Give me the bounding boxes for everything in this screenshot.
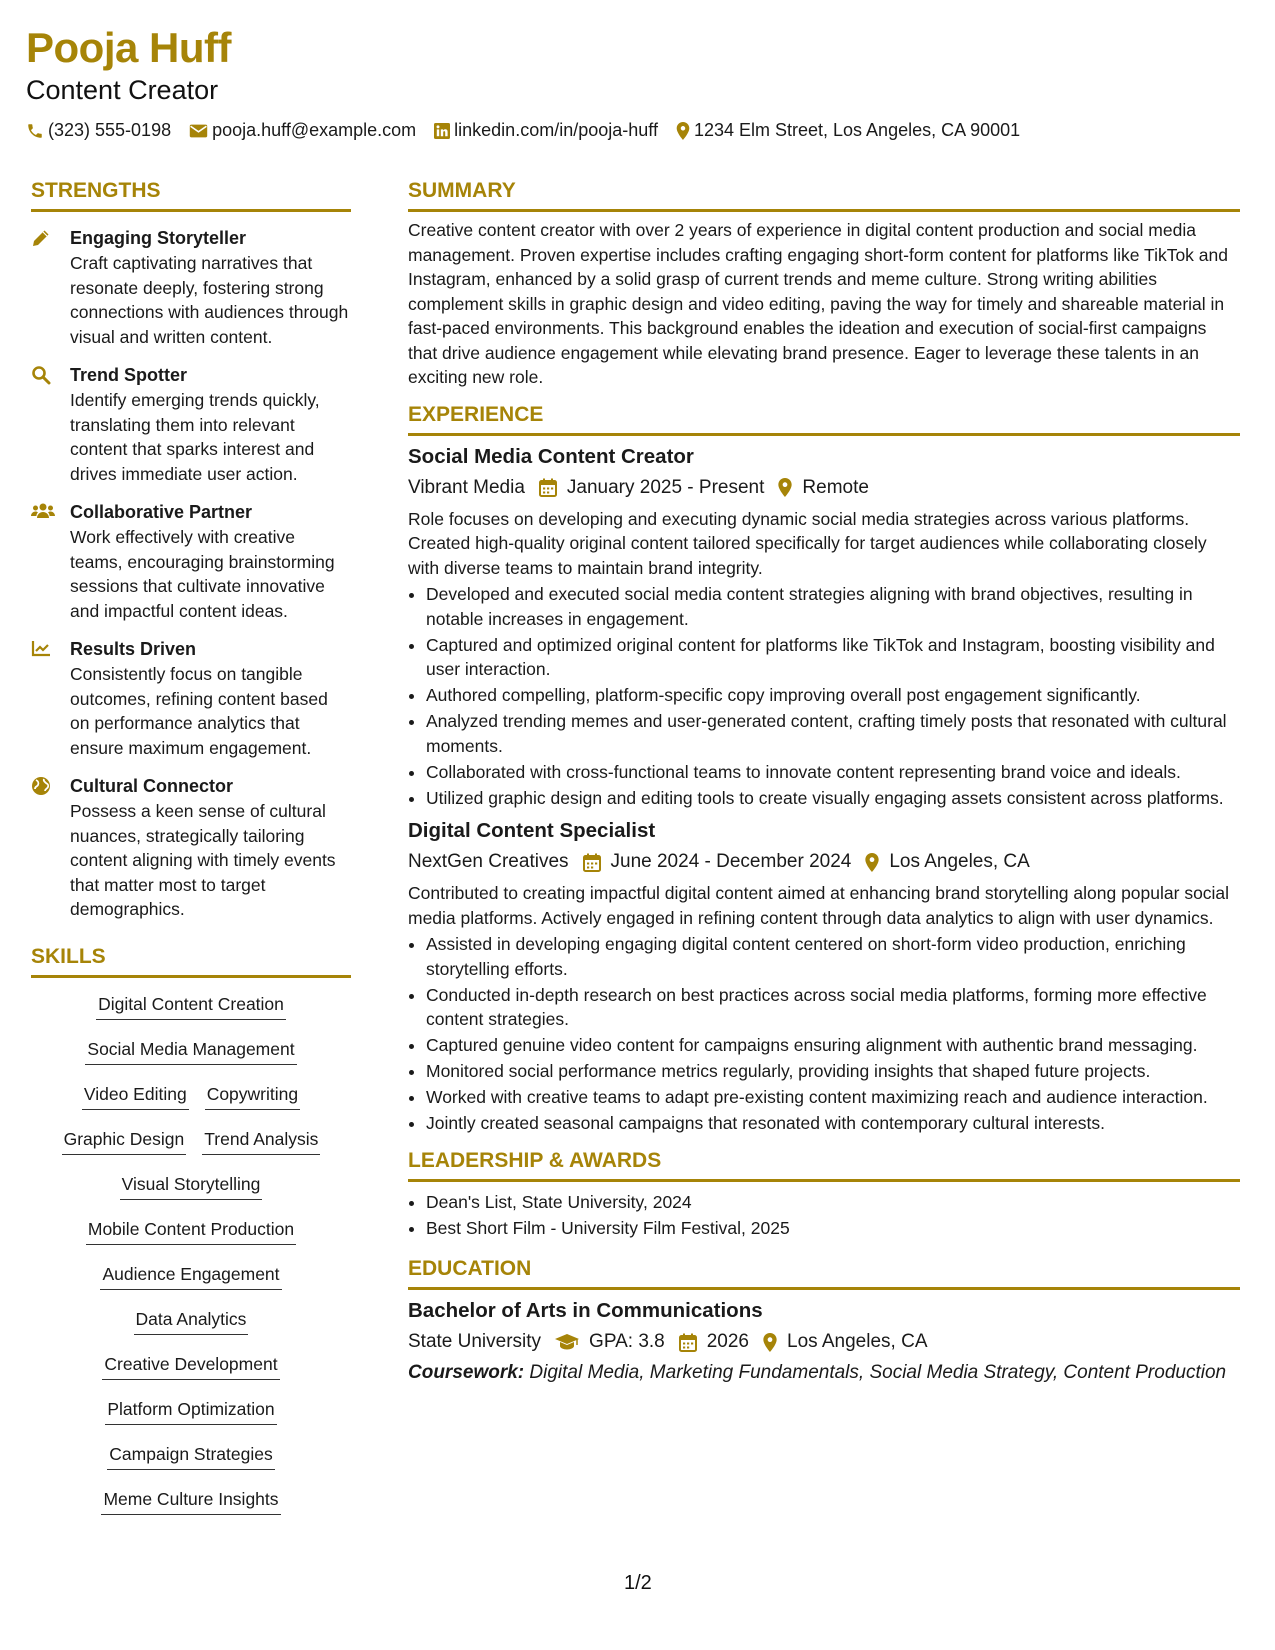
map-marker-icon: [778, 478, 792, 497]
calendar-icon: [583, 853, 601, 872]
pencil-icon: [31, 228, 51, 248]
contact-email[interactable]: [189, 120, 416, 141]
skill-tag: Mobile Content Production: [86, 1215, 296, 1245]
strength-item: [31, 638, 351, 760]
skill-tag: Data Analytics: [134, 1305, 249, 1335]
job-bullets: [408, 582, 1240, 810]
strength-item: [31, 775, 351, 922]
list-item: • Conducted in-depth research on best practices across social media platforms, forming more effective content strategies.: [426, 983, 1240, 1032]
job-meta: [408, 849, 1240, 875]
experience-heading: EXPERIENCE: [408, 402, 1240, 436]
candidate-name: Pooja Huff: [26, 24, 231, 71]
list-item: • Monitored social performance metrics regularly, providing insights that shaped future projects.: [426, 1059, 1240, 1084]
strength-desc: Craft captivating narratives that resonate deeply, fostering strong connections with audiences through visual and written content.: [70, 253, 349, 347]
left-column: [31, 178, 351, 1530]
education-heading: EDUCATION: [408, 1256, 1240, 1290]
job-location: Los Angeles, CA: [889, 851, 1030, 872]
phone-text: (323) 555-0198: [48, 120, 172, 140]
strength-title: Cultural Connector: [70, 776, 234, 796]
leadership-list: [408, 1190, 1240, 1241]
list-item: • Assisted in developing engaging digital content centered on short-form video production, enriching storytelling efforts.: [426, 932, 1240, 981]
contact-address: [676, 120, 1020, 141]
list-item: • Captured and optimized original content for platforms like TikTok and Instagram, boosting visibility and user interaction.: [426, 633, 1240, 682]
job-company: NextGen Creatives: [408, 851, 569, 872]
page-number: 1/2: [624, 1572, 652, 1594]
job-location: Remote: [802, 476, 869, 498]
job-bullets: [408, 932, 1240, 1136]
job-title: Social Media Content Creator: [408, 444, 694, 468]
strength-item: [31, 501, 351, 623]
job-title: Digital Content Specialist: [408, 819, 656, 842]
map-marker-icon: [865, 853, 879, 872]
list-item: • Dean's List, State University, 2024: [426, 1190, 1240, 1215]
candidate-title: Content Creator: [26, 75, 219, 105]
list-item: • Worked with creative teams to adapt pre-existing content maximizing reach and audience interaction.: [426, 1085, 1240, 1110]
skills-heading: SKILLS: [31, 944, 351, 978]
coursework-label: Coursework:: [408, 1362, 525, 1383]
skill-tag: Copywriting: [205, 1080, 300, 1110]
address-text: 1234 Elm Street, Los Angeles, CA 90001: [693, 120, 1021, 140]
strength-title: Collaborative Partner: [70, 502, 253, 522]
gpa-text: GPA: 3.8: [589, 1331, 665, 1352]
education-meta: [408, 1329, 1240, 1355]
search-icon: [31, 365, 51, 385]
strength-desc: Consistently focus on tangible outcomes, refining content based on performance analytics that ensure maximum engagement.: [70, 664, 328, 758]
job-entry: [408, 444, 1240, 811]
job-dates: January 2025 - Present: [566, 476, 765, 498]
map-marker-icon: [676, 122, 690, 140]
calendar-icon: [539, 478, 557, 497]
skill-tag: Creative Development: [102, 1350, 279, 1380]
coursework: [408, 1361, 1240, 1386]
skill-tag: Meme Culture Insights: [101, 1485, 280, 1515]
strength-desc: Identify emerging trends quickly, translating them into relevant content that sparks interest and drives immediate user action.: [70, 390, 320, 484]
calendar-icon: [679, 1333, 697, 1352]
skill-tag: Social Media Management: [85, 1035, 296, 1065]
list-item: • Authored compelling, platform-specific copy improving overall post engagement significantly.: [426, 683, 1240, 708]
summary-heading: SUMMARY: [408, 178, 1240, 212]
job-entry: [408, 818, 1240, 1136]
coursework-text: Digital Media, Marketing Fundamentals, Social Media Strategy, Content Production: [529, 1362, 1227, 1383]
list-item: • Best Short Film - University Film Festival, 2025: [426, 1216, 1240, 1241]
job-description: Contributed to creating impactful digital content aimed at enhancing brand storytelling along popular social media platforms. Actively engaged in refining content through data analytics to align with user dynamics.: [408, 883, 1230, 928]
skill-tag: Video Editing: [82, 1080, 189, 1110]
graduation-cap-icon: [555, 1333, 579, 1351]
right-column: [408, 178, 1240, 1386]
list-item: • Collaborated with cross-functional teams to innovate content representing brand voice and ideals.: [426, 760, 1240, 785]
skill-tag: Digital Content Creation: [96, 990, 286, 1020]
globe-icon: [31, 776, 51, 796]
strength-item: [31, 364, 351, 486]
skill-tag: Visual Storytelling: [120, 1170, 263, 1200]
email-text[interactable]: pooja.huff@example.com: [212, 120, 417, 140]
strength-desc: Work effectively with creative teams, encouraging brainstorming sessions that cultivate innovative and impactful content ideas.: [70, 527, 335, 621]
list-item: • Utilized graphic design and editing tools to create visually engaging assets consistent across platforms.: [426, 786, 1240, 811]
job-description: Role focuses on developing and executing dynamic social media strategies across various platforms. Created high-quality original content tailored specifically for target audiences while collaborating closely with diverse teams to maintain brand integrity.: [408, 508, 1207, 578]
school-name: State University: [408, 1331, 542, 1352]
skill-tag: Platform Optimization: [105, 1395, 276, 1425]
list-item: • Jointly created seasonal campaigns that resonated with contemporary cultural interests.: [426, 1111, 1240, 1136]
map-marker-icon: [763, 1333, 777, 1352]
school-location: Los Angeles, CA: [787, 1331, 928, 1352]
linkedin-icon: [434, 123, 450, 139]
graduation-year: 2026: [706, 1331, 750, 1352]
list-item: • Developed and executed social media content strategies aligning with brand objectives, resulting in notable increases in engagement.: [426, 582, 1240, 631]
job-dates: June 2024 - December 2024: [610, 851, 852, 872]
skill-tag: Graphic Design: [62, 1125, 187, 1155]
users-icon: [31, 502, 55, 520]
list-item: • Captured genuine video content for campaigns ensuring alignment with authentic brand messaging.: [426, 1033, 1240, 1058]
list-item: • Analyzed trending memes and user-generated content, crafting timely posts that resonated with cultural moments.: [426, 709, 1240, 758]
strength-item: [31, 227, 351, 349]
degree-title: Bachelor of Arts in Communications: [408, 1299, 763, 1322]
leadership-heading: LEADERSHIP & AWARDS: [408, 1148, 1240, 1182]
contact-bar: [26, 120, 1246, 141]
summary-text: Creative content creator with over 2 years of experience in digital content production and social media management. Proven expertise includes crafting engaging short-form content for platforms like TikTok and Instagram, enhanced by a solid grasp of current trends and meme culture. Strong writing abilities complement skills in graphic design and video editing, paving the way for timely and shareable material in fast-paced environments. This background enables the ideation and execution of social-first campaigns that drive audience engagement while elevating brand presence. Eager to leverage these talents in an exciting new role.: [408, 220, 1228, 387]
phone-icon: [26, 122, 44, 140]
contact-phone: [26, 120, 171, 141]
strength-title: Trend Spotter: [70, 365, 188, 385]
envelope-icon: [189, 123, 208, 139]
skill-tag: Trend Analysis: [202, 1125, 320, 1155]
skill-tag: Campaign Strategies: [107, 1440, 274, 1470]
resume-header: [26, 24, 1246, 141]
strength-title: Results Driven: [70, 639, 197, 659]
job-meta: [408, 475, 1240, 501]
strength-title: Engaging Storyteller: [70, 228, 247, 248]
contact-linkedin[interactable]: [434, 120, 658, 141]
strength-desc: Possess a keen sense of cultural nuances, strategically tailoring content aligning with timely events that matter most to target demographics.: [70, 801, 336, 919]
linkedin-text[interactable]: linkedin.com/in/pooja-huff: [454, 120, 658, 140]
job-company: Vibrant Media: [408, 476, 525, 498]
chart-line-icon: [31, 639, 51, 657]
skill-tag: Audience Engagement: [100, 1260, 281, 1290]
strengths-heading: STRENGTHS: [31, 178, 351, 212]
skills-list: [31, 990, 351, 1530]
